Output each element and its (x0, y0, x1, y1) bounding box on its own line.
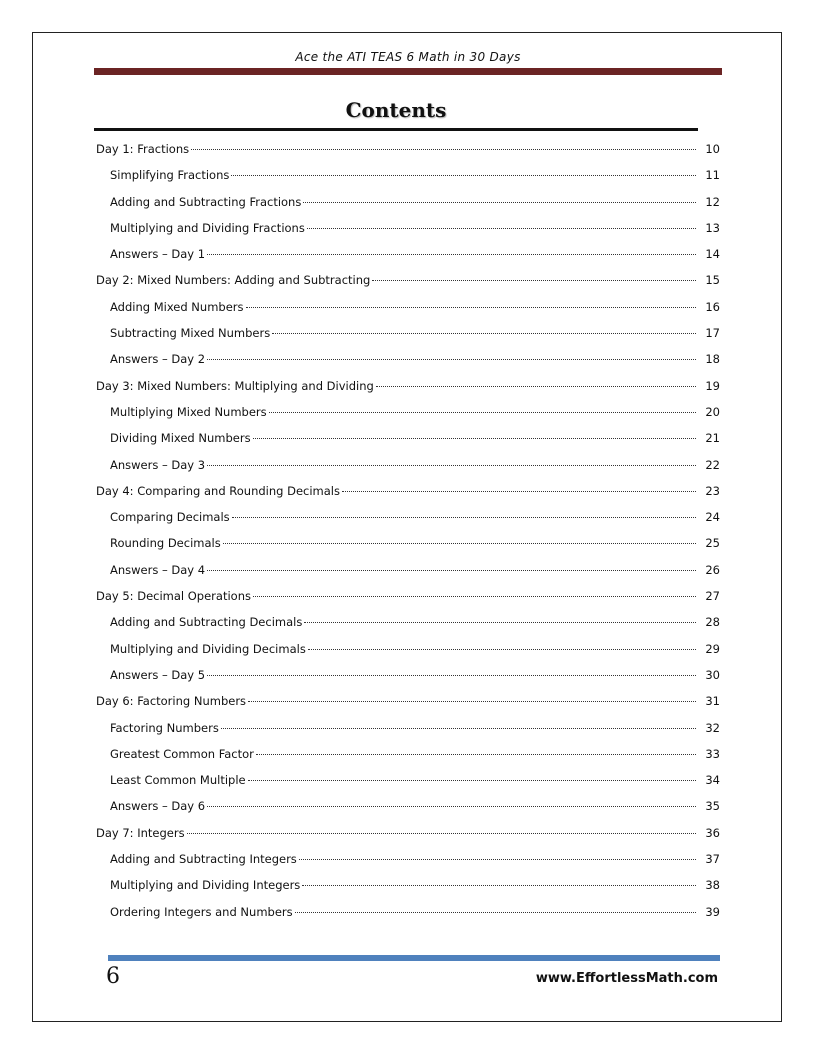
toc-section-entry[interactable] (96, 559, 720, 585)
toc-entry-label: Adding and Subtracting Fractions (110, 194, 302, 209)
toc-dot-leader (207, 675, 696, 676)
toc-dot-leader (248, 780, 696, 781)
toc-dot-leader (269, 412, 696, 413)
toc-entry-label: Least Common Multiple (110, 773, 246, 788)
toc-page-number: 21 (705, 431, 720, 446)
toc-page-number: 31 (705, 694, 720, 709)
page-number: 6 (106, 964, 120, 989)
toc-dot-leader (295, 912, 696, 913)
toc-dot-leader (302, 885, 696, 886)
toc-section-entry[interactable] (96, 532, 720, 558)
toc-section-entry[interactable] (96, 664, 720, 690)
toc-entry-label: Day 7: Integers (96, 825, 185, 840)
toc-dot-leader (223, 543, 696, 544)
toc-dot-leader (231, 175, 696, 176)
toc-section-entry[interactable] (96, 769, 720, 795)
toc-dot-leader (221, 728, 696, 729)
toc-dot-leader (299, 859, 696, 860)
toc-dot-leader (304, 622, 696, 623)
toc-section-entry[interactable] (96, 217, 720, 243)
toc-entry-label: Day 3: Mixed Numbers: Multiplying and Dividing (96, 378, 374, 393)
toc-entry-label: Answers – Day 5 (110, 667, 206, 682)
toc-dot-leader (207, 570, 696, 571)
toc-entry-label: Multiplying and Dividing Decimals (110, 641, 306, 656)
toc-page-number: 23 (705, 483, 720, 498)
toc-page-number: 33 (705, 746, 720, 761)
toc-page-number: 39 (705, 904, 720, 919)
toc-section-entry[interactable] (96, 243, 720, 269)
toc-page-number: 16 (705, 299, 720, 314)
toc-entry-label: Day 5: Decimal Operations (96, 589, 251, 604)
toc-section-entry[interactable] (96, 848, 720, 874)
toc-page-number: 38 (705, 878, 720, 893)
toc-page-number: 27 (705, 589, 720, 604)
toc-entry-label: Day 4: Comparing and Rounding Decimals (96, 483, 340, 498)
toc-section-entry[interactable] (96, 638, 720, 664)
toc-chapter-entry[interactable] (96, 822, 720, 848)
toc-entry-label: Simplifying Fractions (110, 168, 230, 183)
toc-section-entry[interactable] (96, 795, 720, 821)
toc-chapter-entry[interactable] (96, 585, 720, 611)
toc-dot-leader (207, 465, 696, 466)
table-of-contents (96, 138, 720, 927)
toc-chapter-entry[interactable] (96, 690, 720, 716)
toc-section-entry[interactable] (96, 717, 720, 743)
toc-page-number: 12 (705, 194, 720, 209)
toc-page-number: 34 (705, 773, 720, 788)
toc-dot-leader (342, 491, 696, 492)
toc-page-number: 20 (705, 404, 720, 419)
toc-dot-leader (187, 833, 696, 834)
toc-entry-label: Answers – Day 1 (110, 247, 206, 262)
toc-dot-leader (207, 254, 696, 255)
footer-rule (108, 955, 720, 961)
toc-entry-label: Factoring Numbers (110, 720, 219, 735)
toc-page-number: 28 (705, 615, 720, 630)
toc-dot-leader (372, 280, 696, 281)
toc-section-entry[interactable] (96, 901, 720, 927)
toc-entry-label: Rounding Decimals (110, 536, 221, 551)
toc-entry-label: Day 1: Fractions (96, 142, 190, 156)
toc-page-number: 25 (705, 536, 720, 551)
toc-entry-label: Answers – Day 3 (110, 457, 206, 472)
toc-dot-leader (207, 359, 696, 360)
toc-page-number: 10 (705, 142, 720, 156)
toc-page-number: 13 (705, 220, 720, 235)
toc-dot-leader (272, 333, 696, 334)
toc-page-number: 30 (705, 667, 720, 682)
toc-dot-leader (248, 701, 696, 702)
toc-section-entry[interactable] (96, 427, 720, 453)
toc-dot-leader (191, 149, 696, 150)
toc-page-number: 22 (705, 457, 720, 472)
toc-page-number: 18 (705, 352, 720, 367)
toc-section-entry[interactable] (96, 164, 720, 190)
toc-entry-label: Multiplying Mixed Numbers (110, 404, 267, 419)
toc-page-number: 14 (705, 247, 720, 262)
toc-section-entry[interactable] (96, 348, 720, 374)
toc-entry-label: Ordering Integers and Numbers (110, 904, 293, 919)
toc-dot-leader (307, 228, 696, 229)
toc-entry-label: Answers – Day 2 (110, 352, 206, 367)
toc-section-entry[interactable] (96, 611, 720, 637)
toc-section-entry[interactable] (96, 322, 720, 348)
toc-dot-leader (207, 806, 696, 807)
toc-chapter-entry[interactable] (96, 480, 720, 506)
toc-page-number: 19 (705, 378, 720, 393)
contents-title: Contents (345, 98, 447, 122)
toc-dot-leader (376, 386, 696, 387)
toc-entry-label: Adding and Subtracting Integers (110, 852, 297, 867)
toc-page-number: 17 (705, 326, 720, 341)
toc-dot-leader (246, 307, 697, 308)
toc-page-number: 32 (705, 720, 720, 735)
toc-page-number: 35 (705, 799, 720, 814)
toc-dot-leader (256, 754, 696, 755)
toc-dot-leader (253, 596, 696, 597)
toc-section-entry[interactable] (96, 506, 720, 532)
toc-entry-label: Day 2: Mixed Numbers: Adding and Subtracting (96, 273, 371, 288)
running-header-title: Ace the ATI TEAS 6 Math in 30 Days (295, 50, 521, 64)
toc-entry-label: Dividing Mixed Numbers (110, 431, 251, 446)
toc-page-number: 29 (705, 641, 720, 656)
toc-dot-leader (303, 202, 696, 203)
toc-page-number: 24 (705, 510, 720, 525)
toc-entry-label: Greatest Common Factor (110, 746, 254, 761)
toc-section-entry[interactable] (96, 401, 720, 427)
toc-dot-leader (232, 517, 696, 518)
toc-page-number: 37 (705, 852, 720, 867)
toc-section-entry[interactable] (96, 191, 720, 217)
toc-page-number: 11 (705, 168, 720, 183)
toc-entry-label: Multiplying and Dividing Integers (110, 878, 301, 893)
toc-section-entry[interactable] (96, 743, 720, 769)
toc-entry-label: Answers – Day 4 (110, 562, 206, 577)
header-rule (94, 68, 722, 75)
toc-entry-label: Multiplying and Dividing Fractions (110, 220, 305, 235)
toc-section-entry[interactable] (96, 874, 720, 900)
title-underline (94, 128, 698, 131)
toc-chapter-entry[interactable] (96, 269, 720, 295)
toc-section-entry[interactable] (96, 296, 720, 322)
toc-chapter-entry[interactable] (96, 138, 720, 164)
toc-entry-label: Adding and Subtracting Decimals (110, 615, 303, 630)
toc-entry-label: Subtracting Mixed Numbers (110, 326, 271, 341)
toc-dot-leader (308, 649, 696, 650)
toc-entry-label: Day 6: Factoring Numbers (96, 694, 247, 709)
toc-page-number: 26 (705, 562, 720, 577)
toc-entry-label: Adding Mixed Numbers (110, 299, 244, 314)
toc-entry-label: Answers – Day 6 (110, 799, 206, 814)
toc-section-entry[interactable] (96, 454, 720, 480)
toc-page-number: 15 (705, 273, 720, 288)
footer-website: www.EffortlessMath.com (535, 971, 718, 986)
toc-entry-label: Comparing Decimals (110, 510, 230, 525)
toc-page-number: 36 (705, 825, 720, 840)
toc-chapter-entry[interactable] (96, 375, 720, 401)
toc-dot-leader (253, 438, 696, 439)
